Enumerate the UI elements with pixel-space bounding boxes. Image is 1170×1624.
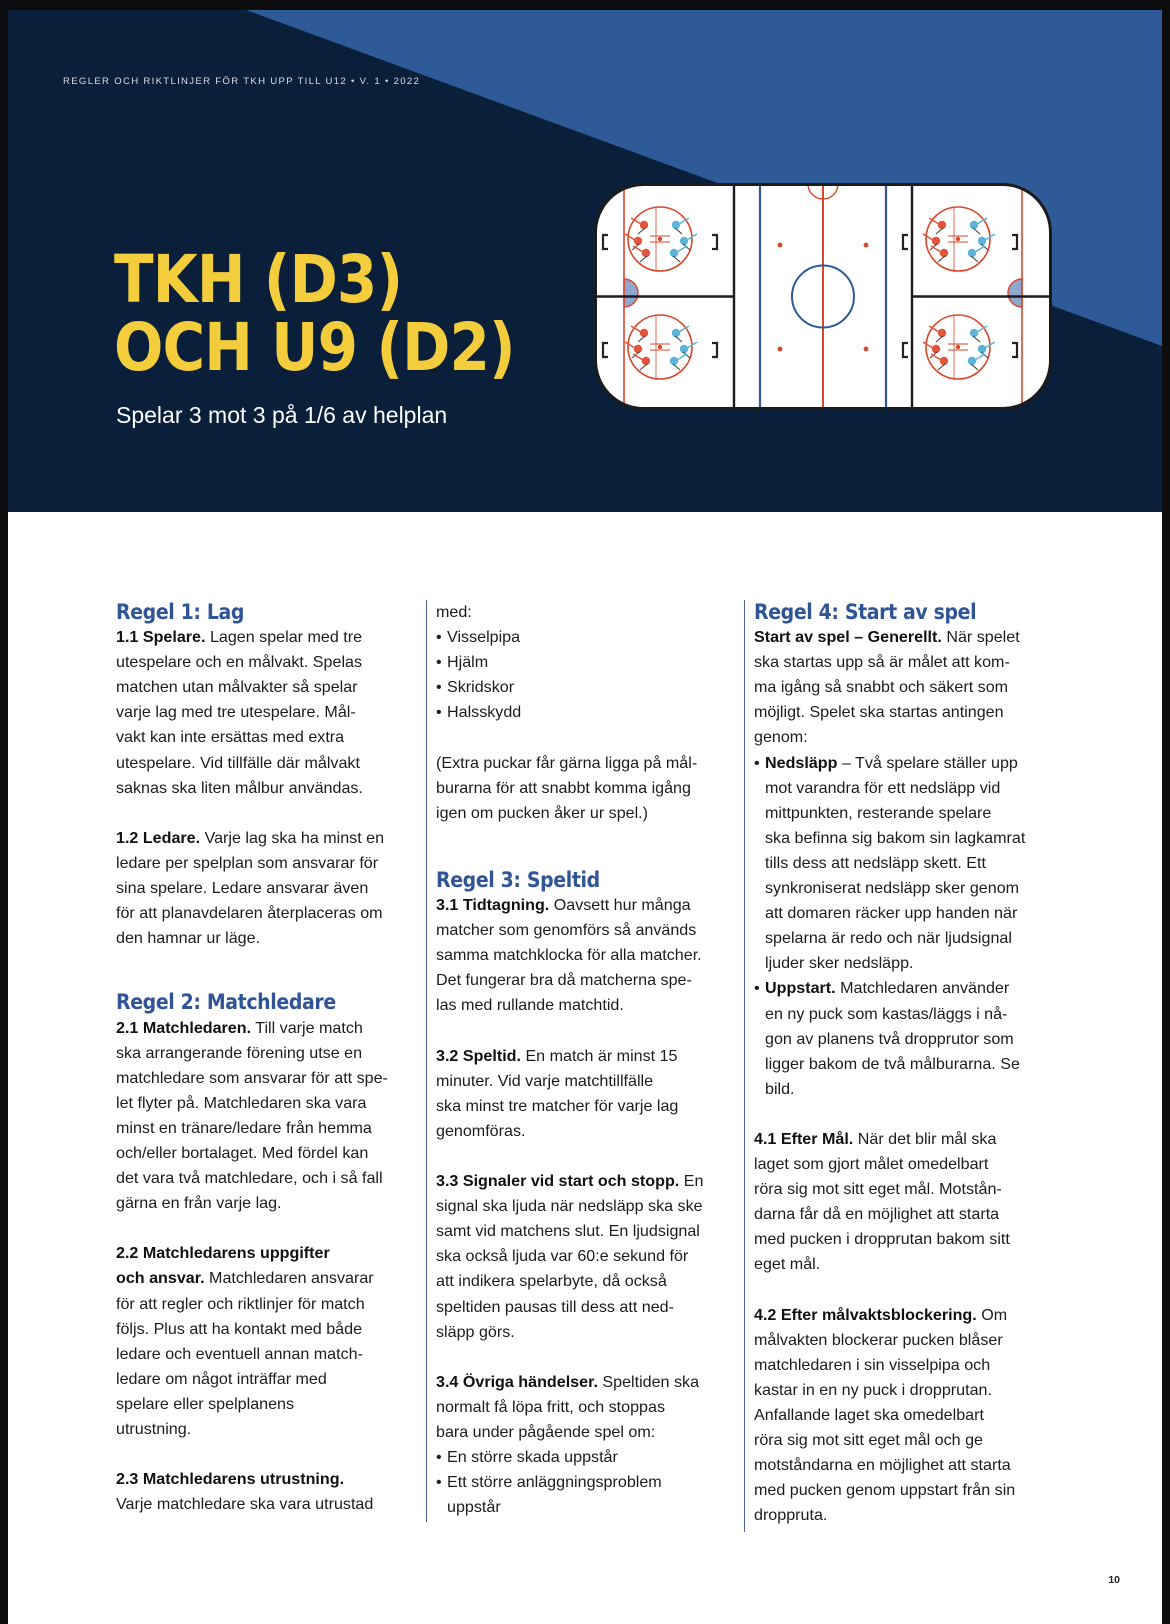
line: tills dess att nedsläpp skett. Ett — [765, 853, 986, 872]
list-item: • Skridskor — [436, 675, 732, 700]
line: gon av planens två dropprutor som — [765, 1029, 1014, 1048]
paragraph-3-4 — [436, 1370, 732, 1445]
list-item: • Hjälm — [436, 650, 732, 675]
line: Anfallande laget ska omedelbart — [754, 1406, 984, 1424]
ice-rink-diagram-icon — [594, 183, 1052, 410]
lead-2-3: 2.3 Matchledarens utrustning. — [116, 1470, 345, 1489]
line: let flyter på. Matchledaren ska vara — [116, 1093, 367, 1112]
line: för att planavdelaren återplaceras om — [116, 904, 383, 923]
line: En — [679, 1172, 704, 1191]
line: bild. — [765, 1079, 795, 1098]
stop-conditions-list — [436, 1445, 732, 1520]
line: uppstår — [447, 1498, 501, 1517]
line: Det fungerar bra då matcherna spe- — [436, 971, 692, 990]
line: med pucken genom uppstart från sin — [754, 1481, 1016, 1500]
line: genomföras. — [436, 1121, 526, 1140]
line: utespelare. Vid tillfälle där målvakt — [116, 753, 360, 772]
line: ledare om något inträffar med — [116, 1369, 327, 1388]
line: målvakten blockerar pucken blåser — [754, 1330, 1003, 1349]
paragraph-2-3-continued: med: — [436, 603, 472, 621]
line: röra sig mot sitt eget mål och ge — [754, 1431, 983, 1450]
line: eget mål. — [754, 1255, 821, 1274]
heading-regel-2: Regel 2: Matchledare — [116, 990, 336, 1015]
column-divider-2 — [744, 600, 745, 1532]
lead-1-1: 1.1 Spelare. — [116, 628, 206, 647]
line: och/eller bortalaget. Med fördel kan — [116, 1143, 369, 1162]
paragraph-note — [436, 751, 732, 826]
line: synkroniserat nedsläpp sker genom — [765, 879, 1020, 898]
line: matchledaren i sin visselpipa och — [754, 1355, 991, 1374]
line: genom: — [754, 728, 808, 747]
paragraph-3-1 — [436, 893, 732, 1018]
document-page — [8, 10, 1162, 1624]
paragraph-4-1 — [754, 1127, 1054, 1278]
line: ska minst tre matcher för varje lag — [436, 1096, 679, 1115]
paragraph-2-1 — [116, 1016, 412, 1217]
line: ska startas upp så är målet att kom- — [754, 653, 1010, 672]
running-head: REGLER OCH RIKTLINJER FÖR TKH UPP TILL U12 • V. 1 • 2022 — [63, 76, 421, 87]
hero-banner — [8, 10, 1162, 512]
heading-regel-3: Regel 3: Speltid — [436, 867, 600, 892]
line: gärna en från varje lag. — [116, 1194, 282, 1213]
column-1 — [116, 600, 412, 1517]
lead-4-1: 4.1 Efter Mål. — [754, 1129, 854, 1148]
paragraph-2-3 — [116, 1467, 412, 1517]
line: för att regler och riktlinjer för match — [116, 1294, 365, 1313]
line: med pucken i dropprutan bakom sitt — [754, 1230, 1010, 1249]
paragraph-4 — [754, 625, 1054, 750]
line: ljuder sker nedsläpp. — [765, 954, 914, 973]
line: mot varandra för ett nedsläpp vid — [765, 778, 1001, 797]
line: varje lag med tre utespelare. Mål- — [116, 703, 356, 722]
list-item — [436, 1470, 732, 1520]
line: ma igång så snabbt och säkert som — [754, 678, 1009, 697]
line: När det blir mål ska — [853, 1129, 997, 1148]
line: droppruta. — [754, 1506, 828, 1525]
list-item-uppstart — [754, 976, 1054, 1101]
line: mittpunkten, resterande spelare — [765, 803, 992, 822]
line: utrustning. — [116, 1420, 192, 1438]
line: En match är minst 15 — [520, 1046, 678, 1065]
line: minuter. Vid varje matchtillfälle — [436, 1071, 654, 1090]
line: ligger bakom de två målburarna. Se — [765, 1054, 1020, 1073]
lead-3-4: 3.4 Övriga händelser. — [436, 1372, 598, 1391]
line: Varje matchledare ska vara utrustad — [116, 1495, 374, 1514]
line: bara under pågående spel om: — [436, 1423, 656, 1441]
line: motståndarna en möjlighet att starta — [754, 1456, 1011, 1475]
paragraph-3-3 — [436, 1169, 732, 1345]
line: Matchledaren ansvarar — [204, 1269, 374, 1288]
line: sina spelare. Ledare ansvarar även — [116, 879, 369, 898]
line: ledare per spelplan som ansvarar för — [116, 853, 379, 872]
line: möjligt. Spelet ska startas antingen — [754, 703, 1004, 722]
line: normalt få löpa fritt, och stoppas — [436, 1397, 666, 1416]
line: följs. Plus att ha kontakt med både — [116, 1319, 363, 1338]
line: ska befinna sig bakom sin lagkamrat — [765, 828, 1026, 847]
line: Oavsett hur många — [549, 896, 691, 915]
line: utespelare och en målvakt. Spelas — [116, 653, 363, 672]
line: darna får då en möjlighet att starta — [754, 1205, 1000, 1224]
line: Ett större anläggningsproblem — [447, 1473, 662, 1492]
line: kastar in en ny puck i dropprutan. — [754, 1380, 992, 1399]
line: matcher som genomförs så används — [436, 921, 697, 940]
line: en ny puck som kastas/läggs i nå- — [765, 1004, 1008, 1023]
lead-2-1: 2.1 Matchledaren. — [116, 1018, 252, 1037]
line: signal ska ljuda när nedsläpp ska ske — [436, 1197, 703, 1216]
lead-1-2: 1.2 Ledare. — [116, 828, 201, 847]
lead-2-2b: och ansvar. — [116, 1269, 205, 1288]
title-line-2: OCH U9 (D2) — [114, 309, 515, 386]
page-title — [114, 241, 515, 386]
line: spelare eller spelplanens — [116, 1394, 295, 1413]
line: matchen utan målvakter så spelar — [116, 678, 358, 697]
line: röra sig mot sitt eget mål. Motstån- — [754, 1180, 1002, 1199]
line: las med rullande matchtid. — [436, 996, 624, 1015]
line: att domaren räcker upp handen när — [765, 904, 1018, 923]
column-divider-1 — [426, 600, 427, 1522]
page-number: 10 — [1108, 1574, 1120, 1586]
line: igen om pucken åker ur spel.) — [436, 803, 649, 822]
page-subtitle: Spelar 3 mot 3 på 1/6 av helplan — [116, 402, 448, 428]
line: samt vid matchens slut. En ljudsignal — [436, 1222, 700, 1241]
list-item: • En större skada uppstår — [436, 1445, 732, 1470]
line: ska också ljuda var 60:e sekund för — [436, 1247, 689, 1266]
line: ledare och eventuell annan match- — [116, 1344, 363, 1363]
column-2 — [436, 600, 732, 1520]
line: Om — [976, 1305, 1008, 1324]
lead-3-1: 3.1 Tidtagning. — [436, 896, 550, 915]
line: saknas ska liten målbur användas. — [116, 778, 363, 797]
list-item: • Visselpipa — [436, 625, 732, 650]
line: Matchledaren använder — [835, 979, 1010, 998]
paragraph-2-2 — [116, 1241, 412, 1442]
line: spelarna är redo och när ljudsignal — [765, 929, 1012, 948]
column-3 — [754, 600, 1054, 1528]
start-methods-list — [754, 751, 1054, 1102]
line: Lagen spelar med tre — [205, 628, 363, 647]
line: matchledare som ansvarar för att spe- — [116, 1068, 388, 1087]
paragraph-1-2 — [116, 826, 412, 951]
lead-nedslapp: Nedsläpp — [765, 753, 838, 772]
lead-4-2: 4.2 Efter målvaktsblockering. — [754, 1305, 977, 1324]
lead-3-3: 3.3 Signaler vid start och stopp. — [436, 1172, 680, 1191]
line: samma matchklocka för alla matcher. — [436, 946, 702, 965]
heading-regel-1: Regel 1: Lag — [116, 600, 245, 624]
heading-regel-4: Regel 4: Start av spel — [754, 600, 977, 624]
line: ska arrangerande förening utse en — [116, 1043, 363, 1062]
line: släpp görs. — [436, 1322, 515, 1341]
title-line-1: TKH (D3) — [114, 241, 403, 318]
lead-3-2: 3.2 Speltid. — [436, 1046, 521, 1065]
equipment-list — [436, 625, 732, 725]
paragraph-1-1 — [116, 625, 412, 801]
line: burarna för att snabbt komma igång — [436, 778, 691, 797]
paragraph-4-2 — [754, 1303, 1054, 1529]
lead-4: Start av spel – Generellt. — [754, 628, 942, 647]
line: – Två spelare ställer upp — [837, 753, 1018, 772]
line: Speltiden ska — [597, 1372, 700, 1391]
line: När spelet — [941, 628, 1020, 647]
line: det vara två matchledare, och i så fall — [116, 1169, 383, 1188]
line: Till varje match — [251, 1018, 363, 1037]
line: (Extra puckar får gärna ligga på mål- — [436, 753, 698, 772]
line: att indikera spelarbyte, då också — [436, 1272, 667, 1291]
line: laget som gjort målet omedelbart — [754, 1155, 989, 1174]
line: vakt kan inte ersättas med extra — [116, 728, 345, 747]
paragraph-3-2 — [436, 1044, 732, 1144]
lead-2-2a: 2.2 Matchledarens uppgifter — [116, 1244, 330, 1263]
line: den hamnar ur läge. — [116, 929, 261, 948]
lead-uppstart: Uppstart. — [765, 979, 836, 998]
line: minst en tränare/ledare från hemma — [116, 1118, 372, 1137]
list-item: • Halsskydd — [436, 700, 732, 725]
line: speltiden pausas till dess att ned- — [436, 1297, 674, 1316]
list-item-nedslapp — [754, 751, 1054, 977]
line: Varje lag ska ha minst en — [200, 828, 385, 847]
